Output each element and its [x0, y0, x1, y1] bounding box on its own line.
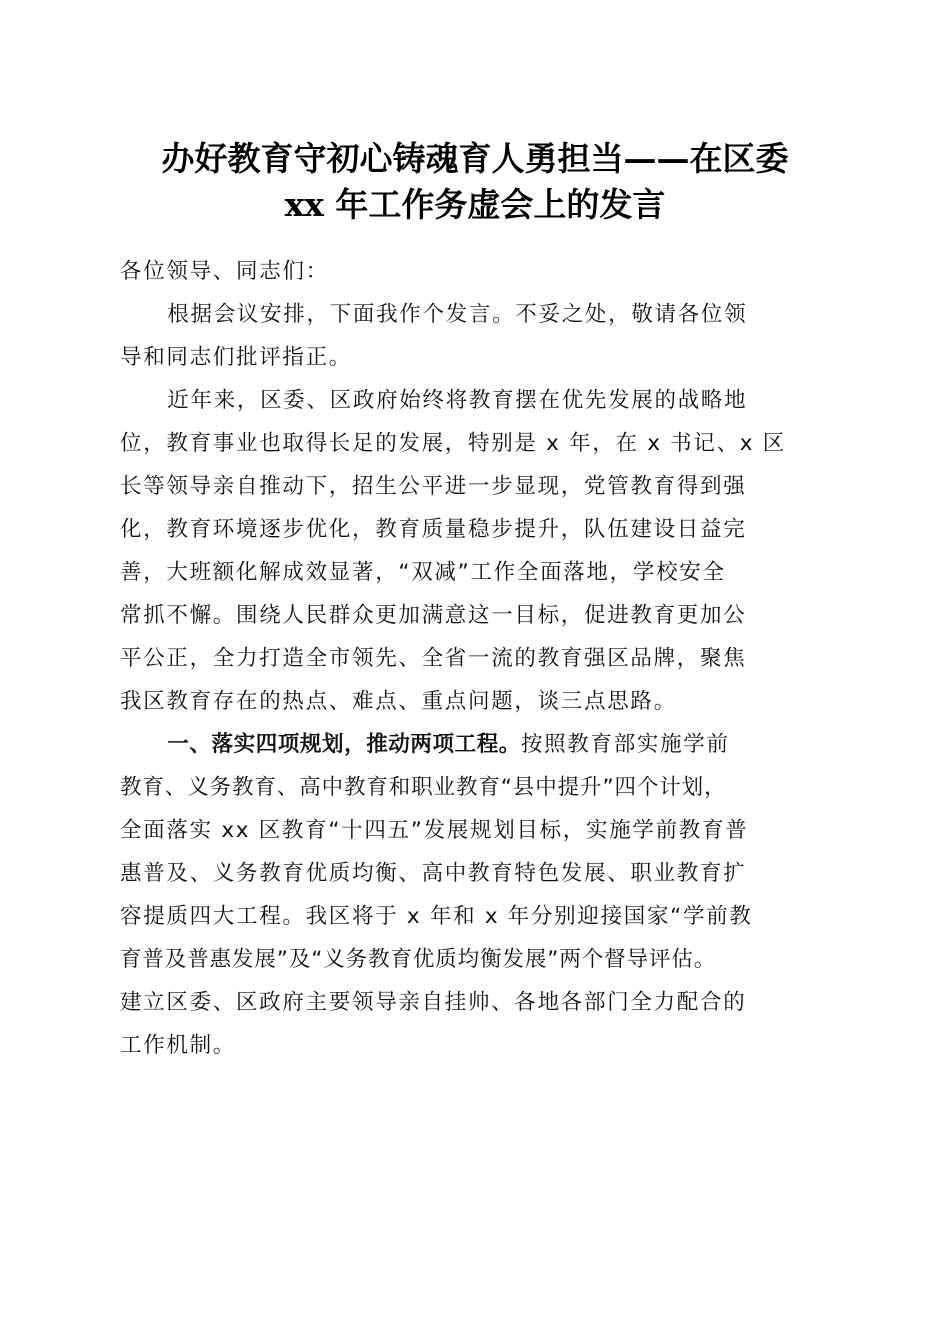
- paragraph-line: 工作机制。: [120, 1033, 237, 1058]
- paragraph-line: 近年来，区委、区政府始终将教育摆在优先发展的战略地: [167, 388, 748, 413]
- document-title: [100, 136, 850, 228]
- paragraph-line: 善，大班额化解成效显著，“双减”工作全面落地，学校安全: [120, 560, 726, 585]
- salutation-line: 各位领导、同志们：: [120, 259, 329, 284]
- section-heading: 一、落实四项规划，推动两项工程。: [167, 732, 521, 757]
- paragraph-line: 平公正，全力打造全市领先、全省一流的教育强区品牌，聚焦: [120, 646, 747, 671]
- paragraph-line: 我区教育存在的热点、难点、重点问题，谈三点思路。: [120, 689, 677, 714]
- paragraph-line: 长等领导亲自推动下，招生公平进一步显现，党管教育得到强: [120, 474, 747, 499]
- heading-continuation: 按照教育部实施学前: [520, 732, 730, 757]
- paragraph-line: 根据会议安排，下面我作个发言。不妥之处，敬请各位领: [167, 302, 748, 327]
- paragraph-line: 位，教育事业也取得长足的发展，特别是 x 年，在 x 书记、x 区: [120, 431, 786, 456]
- paragraph-line: 全面落实 xx 区教育“十四五”发展规划目标，实施学前教育普: [120, 818, 749, 843]
- paragraph-section-one: [120, 723, 832, 1067]
- paragraph-line: 容提质四大工程。我区将于 x 年和 x 年分别迎接国家“学前教: [120, 904, 753, 929]
- salutation: [120, 250, 832, 293]
- paragraph-line: 惠普及、义务教育优质均衡、高中教育特色发展、职业教育扩: [120, 861, 747, 886]
- title-line-2: xx 年工作务虚会上的发言: [284, 185, 666, 224]
- paragraph-line: 化，教育环境逐步优化，教育质量稳步提升，队伍建设日益完: [120, 517, 747, 542]
- paragraph-line: 建立区委、区政府主要领导亲自挂帅、各地各部门全力配合的: [120, 990, 747, 1015]
- document-body: [120, 250, 832, 1067]
- paragraph-opening: [120, 293, 832, 379]
- paragraph-line: 导和同志们批评指正。: [120, 345, 353, 370]
- title-line-1: 办好教育守初心铸魂育人勇担当——在区委: [161, 139, 789, 178]
- paragraph-line: 育普及普惠发展”及“义务教育优质均衡发展”两个督导评估。: [120, 947, 717, 972]
- paragraph-line: [120, 723, 832, 766]
- paragraph-line: 常抓不懈。围绕人民群众更加满意这一目标，促进教育更加公: [120, 603, 747, 628]
- paragraph-line: 教育、义务教育、高中教育和职业教育“县中提升”四个计划，: [120, 775, 727, 800]
- paragraph-overview: [120, 379, 832, 723]
